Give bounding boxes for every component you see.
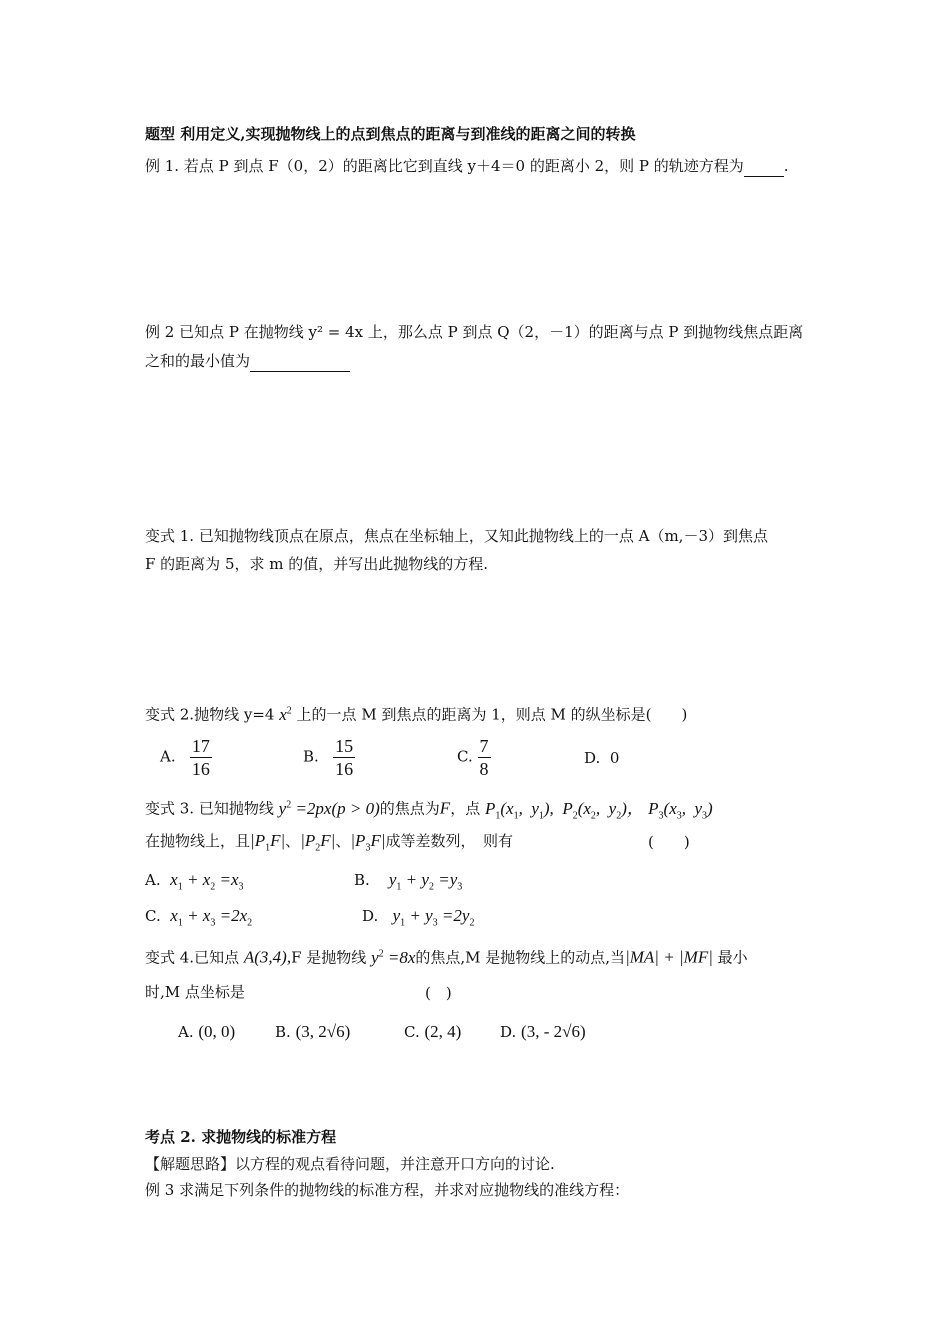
- example-2-text: 之和的最小值为: [145, 352, 251, 370]
- variant-2-question: [145, 701, 687, 725]
- variant-4-option-b: B. (3, 2√6): [275, 1022, 351, 1041]
- variant-2-option-d: D. 0: [584, 749, 620, 767]
- solution-idea: 【解题思路】以方程的观点看待问题，并注意开口方向的讨论.: [145, 1155, 555, 1173]
- answer-paren: ( ): [425, 984, 452, 1002]
- variant-4-line-1: 变式 4.已知点 A(3,4),F 是抛物线 $y^2 =8x$的焦点,M 是抛物线上的动点,当|MA| + |MF| 最小: [145, 947, 748, 967]
- parabola-equation: $y^2 =8x$: [371, 947, 416, 967]
- answer-blank: [250, 351, 350, 372]
- points-p1-p2-p3: $P_1(x_1$, $y_1$), $P_2(x_2$, $y_2$)， $P_3(x_3$, $y_3$): [484, 798, 713, 822]
- variant-3-option-c: C. $x_1 + x_3 =2x_2$: [145, 906, 253, 929]
- fraction: $\frac{15}{16}$: [335, 736, 354, 779]
- example-2-line-1: 例 2 已知点 P 在抛物线 y² = 4x 上，那么点 P 到点 Q（2，－1）的距离与点 P 到抛物线焦点距离: [145, 323, 804, 341]
- focus-f: F: [439, 798, 451, 818]
- point-a: A(3,4),: [243, 947, 292, 967]
- section-2-title: 考点 2. 求抛物线的标准方程: [145, 1128, 337, 1146]
- fraction: $\frac{17}{16}$: [191, 736, 210, 779]
- variant-2-option-c: C. $\frac{7}{8}$: [457, 736, 489, 779]
- variant-1-line-2: F 的距离为 5，求 m 的值，并写出此抛物线的方程.: [145, 555, 489, 573]
- x-squared: $x^2$: [279, 704, 292, 724]
- parabola-equation: $y^2 =2px(p > 0)$: [278, 798, 380, 818]
- distances: $|P_1F|$: [250, 831, 286, 854]
- variant-3-option-b: B. $y_1 + y_2 =y_3$: [354, 870, 463, 893]
- variant-3-line-2: 在抛物线上，且$|P_1F|$、$|P_2F|$、$|P_3F|$成等差数列， 则有: [145, 831, 514, 854]
- answer-blank: [744, 156, 784, 177]
- variant-4-line-2: 时,M 点坐标是: [145, 983, 245, 1001]
- variant-2-option-b: B. $\frac{15}{16}$: [303, 736, 354, 779]
- variant-3-line-1: 变式 3. 已知抛物线 $y^2 =2px(p > 0)$的焦点为F，点 $P_1(x_1$, $y_1$), $P_2(x_2$, $y_2$)， $P_3(x_3$, $y_3$): [145, 798, 713, 822]
- answer-paren: ( ): [648, 833, 690, 851]
- variant-3-option-d: D. $y_1 + y_3 =2y_2$: [362, 906, 475, 929]
- example-1-text: 例 1. 若点 P 到点 F（0，2）的距离比它到直线 y＋4＝0 的距离小 2，则 P 的轨迹方程为: [145, 157, 744, 175]
- variant-4-option-a: A. (0, 0): [178, 1022, 236, 1041]
- section-title: 题型 利用定义,实现抛物线上的点到焦点的距离与到准线的距离之间的转换: [145, 125, 636, 143]
- example-1-end: .: [783, 157, 789, 175]
- variant-3-option-a: A. $x_1 + x_2 =x_3$: [145, 870, 244, 893]
- variant-2-option-a: A. $\frac{17}{16}$: [160, 736, 210, 779]
- variant-4-option-d: D. (3, - 2√6): [500, 1022, 586, 1041]
- variant-2-post: 上的一点 M 到焦点的距离为 1，则点 M 的纵坐标是( ): [296, 705, 688, 724]
- fraction: $\frac{7}{8}$: [479, 736, 489, 779]
- example-3: 例 3 求满足下列条件的抛物线的标准方程，并求对应抛物线的准线方程：: [145, 1181, 630, 1199]
- example-2-line-2: [145, 351, 350, 372]
- variant-4-option-c: C. (2, 4): [404, 1022, 462, 1041]
- distance-sum: |MA| + |MF|: [625, 947, 713, 967]
- variant-1-line-1: 变式 1. 已知抛物线顶点在原点，焦点在坐标轴上，又知此抛物线上的一点 A（m,－3）到焦点: [145, 527, 768, 545]
- variant-2-pre: 变式 2.抛物线 y=4: [145, 705, 275, 724]
- example-1: [145, 156, 789, 177]
